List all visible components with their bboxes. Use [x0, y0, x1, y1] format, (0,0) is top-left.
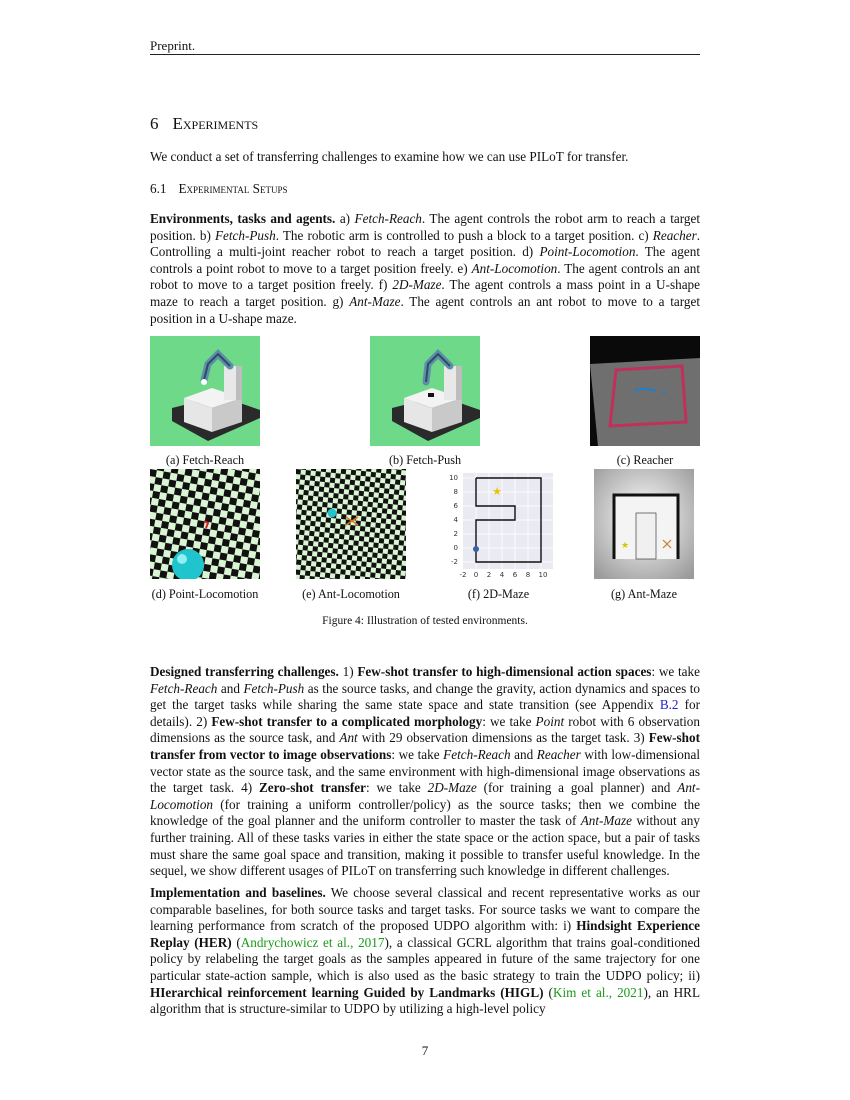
maze-x-tick: 0	[473, 571, 479, 579]
reacher-image	[590, 336, 700, 446]
maze-x-tick: 8	[525, 571, 531, 579]
text-run: . The robotic arm is controlled to push a block to a target position. c)	[275, 227, 653, 243]
text-run: and	[217, 680, 244, 696]
env-name: Ant-Locomotion	[150, 780, 700, 812]
text-run: for details). 2)	[150, 697, 700, 729]
svg-text:★: ★	[492, 485, 502, 498]
maze-x-tick: -2	[459, 571, 467, 579]
env-name: Ant-Maze	[580, 813, 632, 829]
subsection-title-text: Experimental Setups	[178, 181, 288, 196]
env-name: Fetch-Push	[214, 227, 276, 243]
env-name: 2D-Maze	[427, 780, 477, 796]
bold-term: Few-shot transfer to a complicated morphology	[211, 713, 483, 729]
maze-y-tick: 8	[453, 488, 458, 496]
bold-term: Few-shot transfer from vector to image observations	[150, 730, 700, 762]
text-run: (for training a goal planner) and	[476, 780, 678, 796]
bold-term: Hindsight Experience Replay (HER)	[150, 918, 700, 950]
environments-paragraph	[150, 211, 700, 327]
text-run: (for training a uniform controller/policy) as the source tasks; then we combine the knowledge of the goal planner and the uniform controller to master the task of	[150, 796, 700, 829]
maze-y-tick: 2	[453, 530, 458, 538]
caption-point-locomotion: (d) Point-Locomotion	[151, 587, 259, 601]
text-run: . The agent controls a mass point in a U-shape maze to reach a target position. g)	[150, 277, 700, 309]
fetch-push-image	[370, 336, 480, 446]
env-name: Fetch-Push	[243, 680, 305, 696]
text-run: : we take	[365, 780, 428, 796]
para-heading: Environments, tasks and agents.	[150, 211, 336, 226]
maze-y-tick: 0	[453, 544, 458, 552]
text-run: 1)	[338, 664, 358, 679]
appendix-link[interactable]: B.2	[659, 697, 679, 713]
env-name: Reacher	[536, 746, 581, 762]
maze-y-tick: 6	[453, 502, 458, 510]
citation-link[interactable]: Kim et al., 2021	[552, 984, 644, 1000]
caption-fetch-reach: (a) Fetch-Reach	[165, 453, 245, 467]
env-name: Fetch-Reach	[443, 746, 511, 762]
subsection-number: 6.1	[150, 181, 167, 196]
text-run: as the source tasks, and change the gravity, action dynamics and spaces to get the target tasks while sharing the same state space and state transition (see Appendix	[150, 680, 701, 713]
caption-reacher: (c) Reacher	[616, 453, 674, 467]
text-run: . The agent controls a point robot to move to a target position freely. e)	[150, 244, 700, 276]
2d-maze-plot	[441, 469, 556, 581]
page-number: 7	[421, 1043, 429, 1058]
implementation-paragraph	[150, 885, 700, 1018]
section-intro: We conduct a set of transferring challenges to examine how we can use PILoT for transfer.	[150, 149, 629, 164]
subsection-title	[150, 181, 287, 197]
env-name: Ant	[339, 730, 358, 746]
text-run: : we take	[391, 746, 444, 762]
text-run: with 29 observation dimensions as the target task. 3)	[357, 730, 649, 746]
text-run: : we take	[651, 664, 700, 679]
para-heading: Designed transferring challenges.	[150, 664, 339, 679]
text-run: . Controlling a multi-joint reacher robot to reach a target position. d)	[150, 227, 701, 260]
text-run: We choose several classical and recent representative works as our comparable baselines, for both source tasks and target tasks. For source tasks we want to compare the learning performance from scratch of the proposed UDPO algorithm with: i)	[150, 885, 701, 934]
env-name: Ant-Locomotion	[471, 260, 558, 276]
citation-link[interactable]: Andrychowicz et al., 2017	[240, 934, 385, 950]
bold-term: Zero-shot transfer	[258, 780, 366, 796]
ant-maze-image	[594, 469, 694, 579]
text-run: robot with 6 observation dimensions as the source task, and	[150, 713, 700, 746]
env-name: Fetch-Reach	[150, 680, 218, 696]
text-run: . The agent controls the robot arm to reach a target position. b)	[150, 211, 701, 243]
para-heading: Implementation and baselines.	[150, 885, 326, 900]
env-name: Reacher	[652, 227, 697, 243]
section-title-text: Experiments	[172, 114, 259, 133]
text-run: . The agent controls an ant robot to move to a target position in a U-shape maze.	[150, 293, 700, 326]
maze-y-tick: -2	[451, 558, 458, 566]
caption-2d-maze: (f) 2D-Maze	[467, 587, 530, 601]
text-run: ), an HRL algorithm that is structure-similar to UDPO by utilizing a high-level policy	[150, 984, 701, 1017]
fetch-reach-image	[150, 336, 260, 446]
text-run: . The agent controls an ant robot to move to a target position freely. f)	[150, 260, 700, 293]
text-run: without any further training. All of these tasks varies in either the state space or the action space, but a pair of tasks must share the same goal space and transition, making it possible to transfer useful knowledge. In the sequel, we show different usages of PILoT on transferring such knowledge in different challenges.	[150, 813, 700, 879]
maze-x-tick: 2	[486, 571, 492, 579]
env-name: Point-Locomotion	[539, 244, 636, 260]
text-run: ), a classical GCRL algorithm that trains goal-conditioned policy by relabeling the target goals as the samples appeared in future of the same trajectory for one particular state-action sample, which is also used as the basic strategy to train the UDPO policy; ii)	[150, 934, 700, 983]
maze-x-tick: 6	[512, 571, 518, 579]
running-header: Preprint.	[150, 38, 196, 53]
section-number: 6	[150, 114, 159, 133]
svg-text:★: ★	[620, 541, 630, 551]
figure-caption: Figure 4: Illustration of tested environments.	[322, 615, 528, 627]
ant-locomotion-image	[296, 469, 406, 579]
bold-term: HIerarchical reinforcement learning Guided by Landmarks (HIGL)	[150, 984, 544, 1000]
caption-ant-locomotion: (e) Ant-Locomotion	[302, 587, 400, 601]
caption-ant-maze: (g) Ant-Maze	[611, 587, 677, 601]
env-name: Point	[535, 713, 565, 729]
header-rule	[150, 54, 700, 55]
env-name: Fetch-Reach	[354, 211, 422, 226]
maze-x-tick: 10	[538, 571, 548, 579]
text-run: (	[543, 984, 553, 1000]
text-run: with low-dimensional vector state as the source task, and the same environment with high-dimensional image observations as the target task. 4)	[150, 746, 700, 796]
text-run: : we take	[482, 713, 536, 729]
maze-y-tick: 10	[449, 474, 458, 482]
text-run: (	[231, 934, 241, 950]
challenges-paragraph	[150, 664, 700, 880]
maze-y-tick: 4	[453, 516, 458, 524]
maze-x-tick: 4	[499, 571, 505, 579]
bold-term: Few-shot transfer to high-dimensional action spaces	[357, 664, 652, 679]
env-name: Ant-Maze	[349, 293, 401, 309]
text-run: and	[510, 746, 537, 762]
section-title	[150, 114, 258, 134]
text-run: a)	[335, 211, 355, 226]
env-name: 2D-Maze	[392, 277, 442, 293]
point-locomotion-image	[150, 469, 260, 579]
caption-fetch-push: (b) Fetch-Push	[388, 453, 462, 467]
